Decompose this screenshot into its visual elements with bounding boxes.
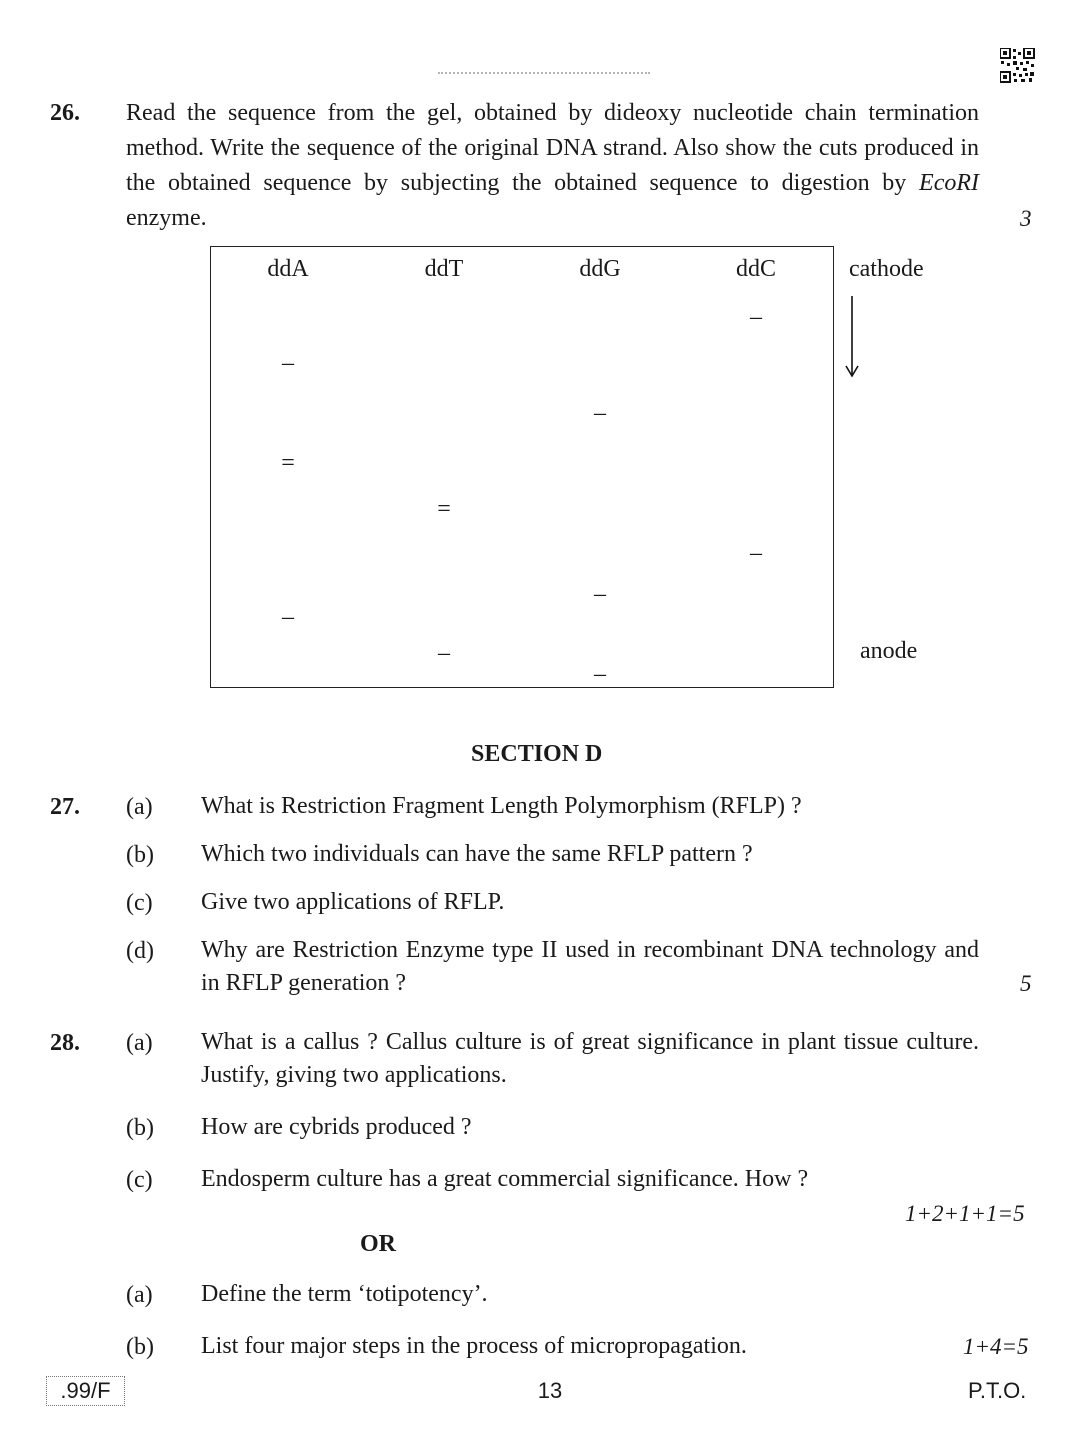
question-26-text (126, 96, 979, 236)
question-28-or-marks: 1+4=5 (963, 1334, 1029, 1359)
paper-code: .99/F (46, 1376, 125, 1406)
lane-label-dda: ddA (267, 256, 309, 282)
question-number-28: 28. (50, 1030, 80, 1056)
section-d-heading: SECTION D (471, 741, 603, 767)
gel-band-ddt-1: = (437, 496, 451, 522)
q28-or-label-b: (b) (126, 1334, 154, 1360)
gel-band-ddg-1: – (594, 400, 606, 426)
question-26-text-part1: Read the sequence from the gel, obtained by dideoxy nucleotide chain termination method. Write the sequence of the original DNA strand. Also show the cuts produced in the obtained sequence by subjecting the obtained sequence to digestion by (126, 100, 979, 196)
q28-text-b: How are cybrids produced ? (201, 1114, 472, 1140)
gel-band-dda-2: = (281, 450, 295, 476)
or-label: OR (360, 1231, 396, 1257)
lane-label-ddc: ddC (735, 256, 776, 282)
q27-label-b: (b) (126, 842, 154, 868)
gel-band-ddt-2: – (438, 640, 450, 666)
q27-text-c: Give two applications of RFLP. (201, 889, 505, 915)
gel-band-dda-3: – (282, 604, 294, 630)
gel-band-ddc-2: – (750, 540, 762, 566)
question-26-marks: 3 (1020, 206, 1032, 231)
gel-band-ddg-3: – (594, 661, 606, 687)
down-arrow-icon (843, 296, 861, 380)
question-number-26: 26. (50, 100, 80, 126)
header-dotted-line (438, 72, 650, 74)
q28-text-a: What is a callus ? Callus culture is of great significance in plant tissue culture. Justify, giving two applications. (201, 1029, 979, 1088)
question-26-text-part2: enzyme. (126, 205, 207, 231)
q28-label-a: (a) (126, 1030, 153, 1056)
question-28-marks: 1+2+1+1=5 (905, 1201, 1025, 1226)
cathode-label: cathode (849, 256, 924, 282)
q28-label-c: (c) (126, 1167, 153, 1193)
page-number: 13 (537, 1378, 563, 1403)
q28-or-label-a: (a) (126, 1282, 153, 1308)
question-number-27: 27. (50, 794, 80, 820)
gel-band-dda-1: – (282, 350, 294, 376)
ecori-enzyme-name: EcoRI (919, 170, 979, 196)
lane-label-ddg: ddG (579, 256, 621, 282)
lane-label-ddt: ddT (424, 256, 464, 282)
please-turn-over: P.T.O. (968, 1378, 1027, 1403)
anode-label: anode (860, 638, 918, 664)
gel-band-ddg-2: – (594, 581, 606, 607)
q28-or-text-a: Define the term ‘totipotency’. (201, 1281, 488, 1307)
q27-label-d: (d) (126, 938, 154, 964)
q27-label-c: (c) (126, 890, 153, 916)
q27-text-d: Why are Restriction Enzyme type II used in recombinant DNA technology and in RFLP generation ? (201, 937, 979, 996)
q27-text-b: Which two individuals can have the same RFLP pattern ? (201, 841, 753, 867)
q28-text-c: Endosperm culture has a great commercial significance. How ? (201, 1166, 809, 1192)
q28-or-text-b: List four major steps in the process of micropropagation. (201, 1333, 747, 1359)
q28-label-b: (b) (126, 1115, 154, 1141)
qr-code-icon (1000, 48, 1035, 83)
q27-label-a: (a) (126, 794, 153, 820)
question-27-marks: 5 (1020, 971, 1032, 996)
q27-text-a: What is Restriction Fragment Length Polymorphism (RFLP) ? (201, 793, 802, 819)
gel-band-ddc-1: – (750, 304, 762, 330)
